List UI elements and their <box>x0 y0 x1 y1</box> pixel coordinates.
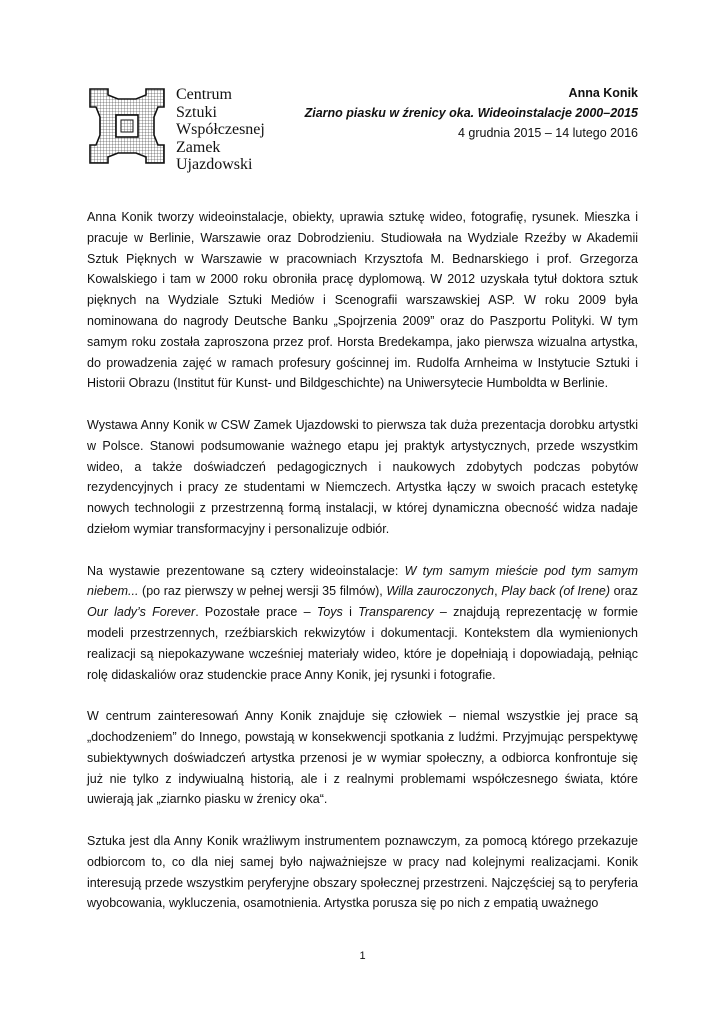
work-title: W tym samym mieście pod tym samym niebem... <box>87 563 638 599</box>
exhibition-title: Ziarno piasku w źrenicy oka. Wideoinstalacje 2000–2015 <box>304 106 638 120</box>
page-number: 1 <box>359 950 366 962</box>
author-name: Anna Konik <box>568 86 638 100</box>
document-body <box>87 207 638 935</box>
text-run: – znajdują reprezentację w formie modeli przestrzennych, rzeźbiarskich rekwizytów i dokumentacji. Kontekstem dla wymienionych realizacji są niepokazywane wcześniej materiały wideo, które je dopełniają i dopowiadają, pełniąc rolę didaskaliów oraz studenckie prace Anny Konik, jej rysunki i fotografie. <box>87 605 638 682</box>
paragraph-bio: Anna Konik tworzy wideoinstalacje, obiekty, uprawia sztukę wideo, fotografię, rysunek. Mieszka i pracuje w Berlinie, Warszawie oraz Dobrodzieniu. Studiowała na Wydziale Rzeźby w Akademii Sztuk Pięknych w Warszawie w pracowniach Krzysztofa M. Bednarskiego i prof. Grzegorza Kowalskiego i tam w 2000 roku obroniła pracę dyplomową. W 2012 uzyskała tytuł doktora sztuk pięknych na Wydziale Sztuki Mediów i Scenografii warszawskiej ASP. W roku 2009 była nominowana do nagrody Deutsche Banku „Spojrzenia 2009” oraz do Paszportu Polityki. W tym samym roku została zaproszona przez prof. Horsta Bredekampa, jako pierwsza wizualna artystka, do prowadzenia zajęć w ramach profesury gościnnej im. Rudolfa Arnheima w Instytucie Sztuki i Historii Obrazu (Institut für Kunst- und Bildgeschichte) na Uniwersytecie Humboldta w Berlinie. <box>87 210 638 391</box>
logo-line: Centrum <box>176 86 232 103</box>
work-title: Transparency <box>358 605 434 620</box>
text-run: (po raz pierwszy w pełnej wersji 35 filmów), <box>138 584 387 599</box>
logo-line: Współczesnej <box>176 121 265 138</box>
paragraph-exhibition: Wystawa Anny Konik w CSW Zamek Ujazdowski to pierwsza tak duża prezentacja dorobku artystki w Polsce. Stanowi podsumowanie ważnego etapu jej praktyk artystycznych, przede wszystkim wideo, a także doświadczeń pedagogicznych i naukowych zdobytych podczas pobytów rezydencyjnych i pracy ze studentami w Niemczech. Artystka łączy w swoich pracach estetykę nowych technologii z przestrzenną formą instalacji, w której dynamiczna obecność widza nadaje dziełom wymiar transformacyjny i personalizuje odbiór. <box>87 417 638 536</box>
logo-line: Zamek <box>176 138 221 156</box>
paragraph-focus: W centrum zainteresowań Anny Konik znajduje się człowiek – niemal wszystkie jej prace są „dochodzeniem” do Innego, powstają w konsekwencji spotkania z ludźmi. Przyjmując perspektywę subiektywnych doświadczeń artystka przenosi je w wymiar społeczny, a odbiorca konfrontuje się już nie tylko z indywiualną historią, ale i z realnymi problemami współczesnego świata, które uwierają jak „ziarnko piasku w źrenicy oka“. <box>87 709 638 807</box>
text-run: oraz <box>610 584 638 599</box>
logo-line: Ujazdowski <box>176 156 253 173</box>
work-title: Toys <box>316 605 343 620</box>
text-run: , <box>494 584 502 599</box>
castle-grid-icon <box>88 87 166 165</box>
logo-line: Sztuki <box>176 103 217 121</box>
document-header <box>305 83 638 143</box>
paragraph-works <box>87 561 638 686</box>
exhibition-dates: 4 grudnia 2015 – 14 lutego 2016 <box>457 126 638 140</box>
work-title: Willa zauroczonych <box>386 584 495 599</box>
logo-wordmark <box>176 86 265 174</box>
text-run: Na wystawie prezentowane są cztery wideoinstalacje: <box>87 563 405 578</box>
work-title: Our lady’s Forever <box>87 605 196 620</box>
text-run: i <box>342 605 359 620</box>
csw-logo <box>88 87 166 165</box>
text-run: . Pozostałe prace – <box>195 605 317 620</box>
work-title: Play back (of Irene) <box>501 584 611 599</box>
paragraph-art: Sztuka jest dla Anny Konik wrażliwym instrumentem poznawczym, za pomocą którego przekazuje odbiorcom to, co dla niej samej było najważniejsze w pracy nad kolejnymi realizacjami. Konik interesują przede wszystkim peryferyjne obszary społecznej przestrzeni. Najczęściej są to peryferia wyobcowania, wykluczenia, osamotnienia. Artystka porusza się po nich z empatią uważnego <box>87 833 638 911</box>
